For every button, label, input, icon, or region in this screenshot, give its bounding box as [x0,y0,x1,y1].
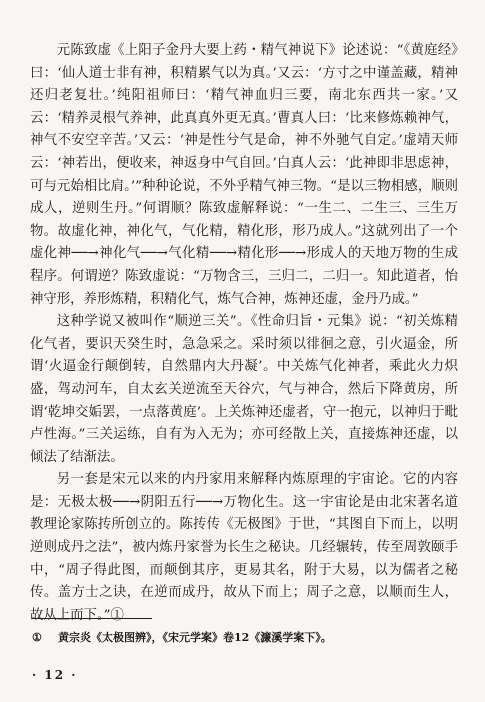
page-number: · 12 · [32,668,78,682]
footnote-mark: ① [32,631,42,644]
body-text [30,40,458,627]
footnote-text: 黄宗炎《太极图辨》，《宋元学案》卷12《濂溪学案下》。 [58,631,332,644]
paragraph: 另一套是宋元以来的内丹家用来解释内炼原理的宇宙论。它的内容是：无极太极──→阴阳五行──→万物化生。这一宇宙论是由北宋著名道教理论家陈抟所创立的。陈抟传《无极图》于世，“其图自下而上，以明逆则成丹之法”，被内炼丹家誉为长生之秘诀。几经辗转，传至周敦颐手中，“周子得此图，而颠倒其序，更易其名，附于大易，以为儒者之秘传。盖方士之诀，在逆而成丹，故从下而上；周子之意，以顺而生人，故从上而下。”① [30,472,458,623]
footnote [32,630,452,646]
paragraph: 这种学说又被叫作“顺逆三关”。《性命归旨・元集》说：“初关炼精化气者，要识天癸生时，急急采之。采时须以徘徊之意，引火逼金，所谓‘火逼金行颠倒转，自然鼎内大丹凝’。中关炼气化神者，乘此火力炽盛，驾动河车，自太玄关逆流至天谷穴，气与神合，然后下降黄房，所谓‘乾坤交姤罢，一点落黄庭’。上关炼神还虚者，守一抱元，以神归于毗卢性海。”三关运练，自有为入无为；亦可经散上关，直接炼神还虚，以倾法了结渐法。 [30,314,458,465]
footnote-divider [32,618,152,619]
paragraph: 元陈致虚《上阳子金丹大要上药・精气神说下》论述说：“《黄庭经》曰：‘仙人道士非有神，积精累气以为真。’又云：‘方寸之中谨盖藏，精神还归老复壮。’纯阳祖师曰：‘精气神血归三要，南北东西共一家。’又云：‘精养灵根气养神，此真真外更无真。’曹真人曰：‘比来修炼赖神气，神气不安空辛苦。’又云：‘神是性兮气是命，神不外驰气自定。’虚靖天师云：‘神若出，便收来，神返身中气自回。’白真人云：‘此神即非思虑神，可与元始相比肩。’”种种论说，不外乎精气神三物。“是以三物相感，顺则成人，逆则生丹。”何谓顺？陈致虚解释说：“一生二、二生三、三生万物。故虚化神，神化气，气化精，精化形，形乃成人。”这就列出了一个虚化神──→神化气──→气化精──→精化形──→形成人的天地万物的生成程序。何谓逆？陈致虚说：“万物含三，三归二，二归一。知此道者，怡神守形，养形炼精，积精化气，炼气合神，炼神还虚，金丹乃成。” [30,43,458,307]
